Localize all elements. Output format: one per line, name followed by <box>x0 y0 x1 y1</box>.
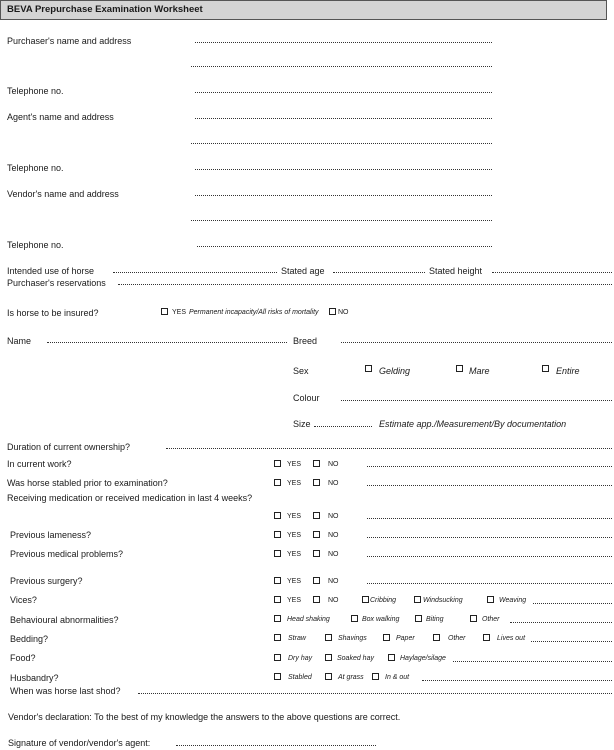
in-work-yes-label: YES <box>287 461 302 468</box>
stated-height-label: Stated height <box>429 266 483 276</box>
bedding-label: Bedding? <box>10 634 49 644</box>
horse-name-label: Name <box>7 336 32 346</box>
vendor-telephone-line[interactable] <box>197 246 492 247</box>
stabled-label: Was horse stabled prior to examination? <box>7 478 168 488</box>
colour-label: Colour <box>293 393 320 403</box>
bedding-straw-label: Straw <box>288 635 306 642</box>
lameness-no-checkbox[interactable] <box>313 531 320 538</box>
bedding-straw-checkbox[interactable] <box>274 634 281 641</box>
vendor-declaration: Vendor's declaration: To the best of my knowledge the answers to the above questions are correct. <box>8 712 401 722</box>
shod-line[interactable] <box>138 693 612 694</box>
behaviour-line[interactable] <box>510 622 612 623</box>
husbandry-in-out-checkbox[interactable] <box>372 673 379 680</box>
vices-windsucking-label: Windsucking <box>423 597 463 604</box>
medical-no-checkbox[interactable] <box>313 550 320 557</box>
surgery-line[interactable] <box>367 583 612 584</box>
purchaser-telephone-line[interactable] <box>195 92 492 93</box>
behaviour-box-walking-checkbox[interactable] <box>351 615 358 622</box>
stabled-no-checkbox[interactable] <box>313 479 320 486</box>
horse-name-line[interactable] <box>47 342 287 343</box>
size-note: Estimate app./Measurement/By documentation <box>379 419 567 429</box>
reservations-line[interactable] <box>118 284 612 285</box>
shod-label: When was horse last shod? <box>10 686 121 696</box>
breed-line[interactable] <box>341 342 612 343</box>
insured-yes-note: Permanent incapacity/All risks of mortality <box>189 309 319 316</box>
breed-label: Breed <box>293 336 318 346</box>
stabled-yes-label: YES <box>287 480 302 487</box>
behaviour-biting-label: Biting <box>426 616 444 623</box>
vices-yes-checkbox[interactable] <box>274 596 281 603</box>
lameness-label: Previous lameness? <box>10 530 92 540</box>
reservations-label: Purchaser's reservations <box>7 278 106 288</box>
vendor-telephone-label: Telephone no. <box>7 240 64 250</box>
medical-yes-label: YES <box>287 551 302 558</box>
behaviour-head-shaking-checkbox[interactable] <box>274 615 281 622</box>
signature-label: Signature of vendor/vendor's agent: <box>8 738 151 748</box>
husbandry-at-grass-checkbox[interactable] <box>325 673 332 680</box>
husbandry-stabled-label: Stabled <box>288 674 312 681</box>
husbandry-at-grass-label: At grass <box>338 674 364 681</box>
in-work-yes-checkbox[interactable] <box>274 460 281 467</box>
sex-label: Sex <box>293 366 309 376</box>
behaviour-box-walking-label: Box walking <box>362 616 400 623</box>
bedding-paper-checkbox[interactable] <box>383 634 390 641</box>
vendor-label: Vendor's name and address <box>7 189 119 199</box>
bedding-lives-out-checkbox[interactable] <box>483 634 490 641</box>
behaviour-label: Behavioural abnormalities? <box>10 615 119 625</box>
behaviour-other-checkbox[interactable] <box>470 615 477 622</box>
husbandry-stabled-checkbox[interactable] <box>274 673 281 680</box>
in-work-line[interactable] <box>367 466 612 467</box>
surgery-yes-checkbox[interactable] <box>274 577 281 584</box>
surgery-no-checkbox[interactable] <box>313 577 320 584</box>
purchaser-address-line[interactable] <box>191 66 492 67</box>
vices-cribbing-label: Cribbing <box>370 597 397 604</box>
bedding-other-checkbox[interactable] <box>433 634 440 641</box>
food-line[interactable] <box>453 661 612 662</box>
purchaser-telephone-label: Telephone no. <box>7 86 64 96</box>
vendor-address-line[interactable] <box>191 220 492 221</box>
in-work-no-checkbox[interactable] <box>313 460 320 467</box>
lameness-yes-label: YES <box>287 532 302 539</box>
medication-yes-checkbox[interactable] <box>274 512 281 519</box>
bedding-shavings-checkbox[interactable] <box>325 634 332 641</box>
agent-address-line[interactable] <box>191 143 492 144</box>
stated-height-line[interactable] <box>492 272 612 273</box>
husbandry-line[interactable] <box>422 680 612 681</box>
sex-mare-label: Mare <box>469 366 490 376</box>
husbandry-in-out-label: In & out <box>385 674 410 681</box>
insured-no-checkbox[interactable] <box>329 308 336 315</box>
medication-label: Receiving medication or received medication in last 4 weeks? <box>7 493 253 503</box>
intended-use-label: Intended use of horse <box>7 266 95 276</box>
food-dry-hay-checkbox[interactable] <box>274 654 281 661</box>
food-haylage-checkbox[interactable] <box>388 654 395 661</box>
agent-label: Agent's name and address <box>7 112 114 122</box>
in-work-no-label: NO <box>328 461 339 468</box>
in-work-label: In current work? <box>7 459 72 469</box>
medication-no-checkbox[interactable] <box>313 512 320 519</box>
lameness-line[interactable] <box>367 537 612 538</box>
vices-label: Vices? <box>10 595 37 605</box>
sex-entire-checkbox[interactable] <box>542 365 549 372</box>
bedding-line[interactable] <box>531 641 612 642</box>
vices-weaving-checkbox[interactable] <box>487 596 494 603</box>
food-soaked-hay-checkbox[interactable] <box>325 654 332 661</box>
husbandry-label: Husbandry? <box>10 673 59 683</box>
medication-no-label: NO <box>328 513 339 520</box>
medication-yes-label: YES <box>287 513 302 520</box>
sex-mare-checkbox[interactable] <box>456 365 463 372</box>
bedding-paper-label: Paper <box>396 635 415 642</box>
behaviour-head-shaking-label: Head shaking <box>287 616 330 623</box>
sex-gelding-checkbox[interactable] <box>365 365 372 372</box>
intended-use-line[interactable] <box>113 272 277 273</box>
vices-no-checkbox[interactable] <box>313 596 320 603</box>
vices-line[interactable] <box>533 603 612 604</box>
stabled-yes-checkbox[interactable] <box>274 479 281 486</box>
medical-no-label: NO <box>328 551 339 558</box>
signature-line[interactable] <box>176 745 376 746</box>
vices-cribbing-checkbox[interactable] <box>362 596 369 603</box>
vices-no-label: NO <box>328 597 339 604</box>
bedding-shavings-label: Shavings <box>338 635 367 642</box>
food-label: Food? <box>10 653 36 663</box>
sex-entire-label: Entire <box>556 366 580 376</box>
sex-gelding-label: Gelding <box>379 366 411 376</box>
size-label: Size <box>293 419 311 429</box>
insured-yes-checkbox[interactable] <box>161 308 168 315</box>
lameness-yes-checkbox[interactable] <box>274 531 281 538</box>
vices-yes-label: YES <box>287 597 302 604</box>
vices-windsucking-checkbox[interactable] <box>414 596 421 603</box>
purchaser-name-line[interactable] <box>195 42 492 43</box>
agent-telephone-line[interactable] <box>195 169 492 170</box>
stabled-no-label: NO <box>328 480 339 487</box>
food-soaked-hay-label: Soaked hay <box>337 655 374 662</box>
insured-no-label: NO <box>338 309 349 316</box>
lameness-no-label: NO <box>328 532 339 539</box>
bedding-other-label: Other <box>448 635 466 642</box>
surgery-label: Previous surgery? <box>10 576 83 586</box>
ownership-line[interactable] <box>166 448 612 449</box>
agent-telephone-label: Telephone no. <box>7 163 64 173</box>
stabled-line[interactable] <box>367 485 612 486</box>
medical-yes-checkbox[interactable] <box>274 550 281 557</box>
insured-yes-label: YES <box>172 309 187 316</box>
bedding-lives-out-label: Lives out <box>497 635 526 642</box>
vices-weaving-label: Weaving <box>499 597 527 604</box>
food-dry-hay-label: Dry hay <box>288 655 313 662</box>
stated-age-line[interactable] <box>333 272 425 273</box>
purchaser-label: Purchaser's name and address <box>7 36 132 46</box>
colour-line[interactable] <box>341 400 612 401</box>
stated-age-label: Stated age <box>281 266 325 276</box>
worksheet-title: BEVA Prepurchase Examination Worksheet <box>0 0 607 20</box>
medical-label: Previous medical problems? <box>10 549 124 559</box>
behaviour-biting-checkbox[interactable] <box>415 615 422 622</box>
size-line[interactable] <box>314 426 372 427</box>
vendor-name-line[interactable] <box>195 195 492 196</box>
medical-line[interactable] <box>367 556 612 557</box>
food-haylage-label: Haylage/silage <box>400 655 446 662</box>
surgery-yes-label: YES <box>287 578 302 585</box>
behaviour-other-label: Other <box>482 616 500 623</box>
agent-name-line[interactable] <box>195 118 492 119</box>
surgery-no-label: NO <box>328 578 339 585</box>
medication-line[interactable] <box>367 518 612 519</box>
ownership-label: Duration of current ownership? <box>7 442 131 452</box>
insured-question: Is horse to be insured? <box>7 308 99 318</box>
